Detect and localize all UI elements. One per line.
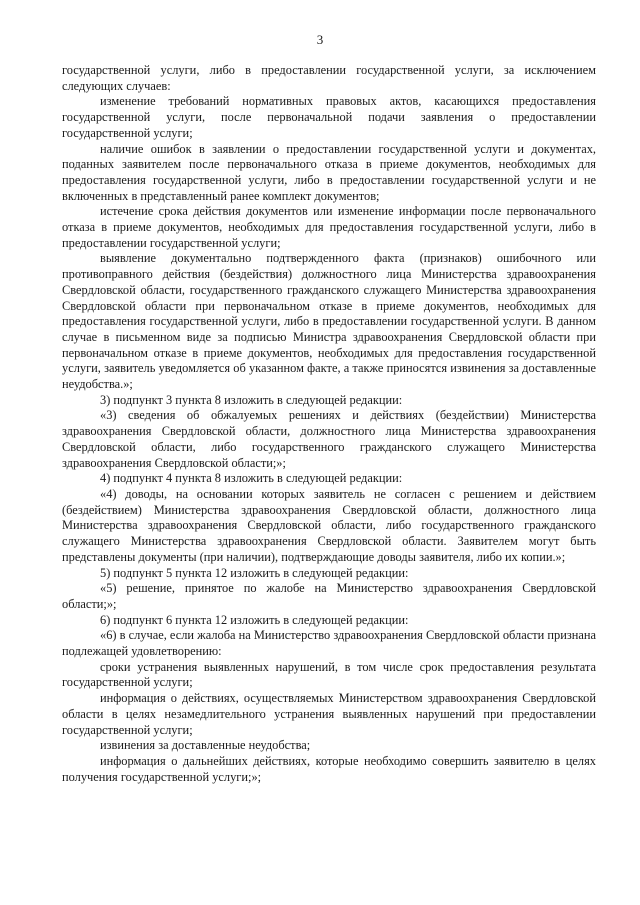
paragraph: 5) подпункт 5 пункта 12 изложить в следующей редакции:: [100, 565, 409, 580]
paragraph: «5) решение, принятое по жалобе на Министерство здравоохранения Свердловской области;»;: [62, 581, 596, 611]
paragraph: 4) подпункт 4 пункта 8 изложить в следующей редакции:: [100, 471, 403, 486]
paragraph: 3) подпункт 3 пункта 8 изложить в следующей редакции:: [100, 392, 403, 407]
paragraph: «6) в случае, если жалоба на Министерство здравоохранения Свердловской области признана подлежащей удовлетворению:: [62, 628, 596, 659]
paragraph: истечение срока действия документов или изменение информации после первоначального отказа в приеме документов, необходимых для предоставления государственной услуги, либо в предоставлении государственной услуги;: [62, 204, 596, 250]
paragraph: изменение требований нормативных правовых актов, касающихся предоставления государственной услуги, после первоначальной подачи заявления о предоставлении государственной услуги;: [62, 94, 596, 140]
paragraph: наличие ошибок в заявлении о предоставлении государственной услуги и документах, поданных заявителем после первоначального отказа в приеме документов, необходимых для предоставления государственной услуги, либо в предоставлении государственной услуги и не включенных в представленный ранее комплект документов;: [62, 141, 596, 203]
document-body: [62, 63, 596, 785]
paragraph: выявление документально подтвержденного факта (признаков) ошибочного или противоправного действия (бездействия) должностного лица Министерства здравоохранения Свердловской области, государственного гражданского служащего Министерства здравоохранения Свердловской области при первоначальном отказе в приеме документов, необходимых для предоставления государственной услуги, либо в предоставлении государственной услуги. В данном случае в письменном виде за подписью Министра здравоохранения Свердловской области при первоначальном отказе в приеме документов, необходимых для предоставления государственной услуги, заявитель уведомляется об указанном факте, а также приносятся извинения за доставленные неудобства.»;: [62, 251, 596, 392]
paragraph: информация о действиях, осуществляемых Министерством здравоохранения Свердловской области в целях незамедлительного устранения выявленных нарушений при предоставлении государственной услуги;: [62, 691, 596, 737]
paragraph: информация о дальнейших действиях, которые необходимо совершить заявителю в целях получения государственной услуги;»;: [62, 753, 596, 784]
page-number: 3: [316, 32, 324, 47]
paragraph: «3) сведения об обжалуемых решениях и действиях (бездействии) Министерства здравоохранения Свердловской области, должностного лица Министерства здравоохранения Свердловской области, либо государственного гражданского служащего Министерства здравоохранения Свердловской области;»;: [62, 408, 596, 470]
paragraph: сроки устранения выявленных нарушений, в том числе срок предоставления результата государственной услуги;: [62, 659, 596, 690]
paragraph: извинения за доставленные неудобства;: [100, 738, 311, 753]
paragraph: «4) доводы, на основании которых заявитель не согласен с решением и действием (бездействием) Министерства здравоохранения Свердловской области, должностного лица Министерства здравоохранения Свердловской области, либо государственного гражданского служащего Министерства здравоохранения Свердловской области. Заявителем могут быть представлены документы (при наличии), подтверждающие доводы заявителя, либо их копии.»;: [62, 486, 596, 564]
paragraph: государственной услуги, либо в предоставлении государственной услуги, за исключением следующих случаев:: [62, 63, 596, 93]
paragraph: 6) подпункт 6 пункта 12 изложить в следующей редакции:: [100, 612, 409, 627]
